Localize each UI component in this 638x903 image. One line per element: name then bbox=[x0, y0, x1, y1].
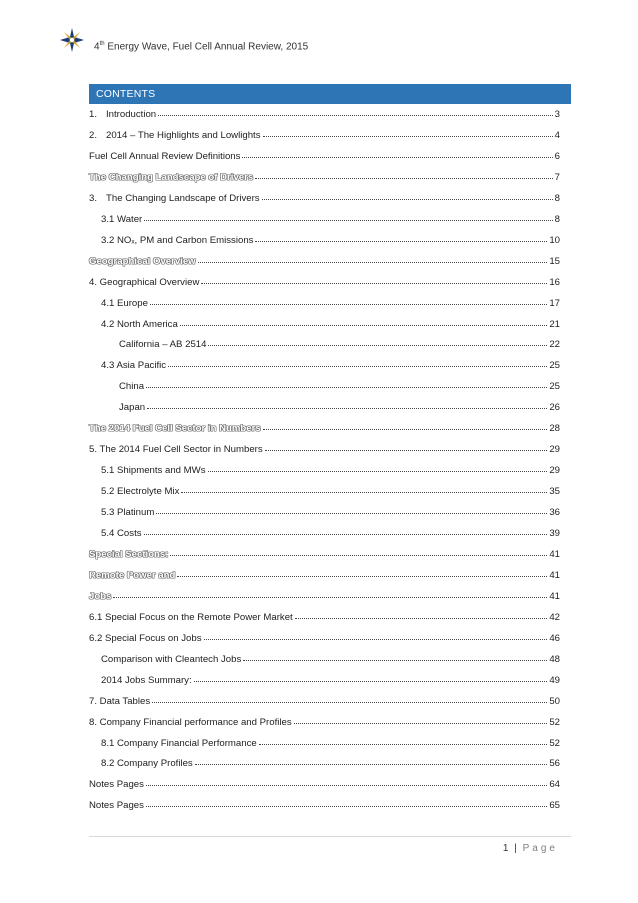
toc-entry-page: 41 bbox=[549, 548, 560, 560]
toc-entry-label: 5.3 Platinum bbox=[101, 507, 155, 519]
toc-entry-label: Japan bbox=[119, 402, 146, 414]
toc-entry-page: 50 bbox=[549, 695, 560, 707]
toc-entry-page: 52 bbox=[549, 716, 560, 728]
toc-dot-leader bbox=[146, 379, 547, 388]
toc-entry[interactable] bbox=[89, 318, 560, 332]
toc-entry-page: 21 bbox=[549, 318, 560, 330]
toc-dot-leader bbox=[262, 191, 553, 200]
toc-entry-page: 16 bbox=[549, 276, 560, 288]
toc-entry-page: 22 bbox=[549, 339, 560, 351]
toc-entry-label: Comparison with Cleantech Jobs bbox=[101, 653, 242, 665]
toc-entry-page: 48 bbox=[549, 653, 560, 665]
toc-entry[interactable] bbox=[89, 108, 560, 122]
toc-dot-leader bbox=[144, 212, 552, 221]
toc-dot-leader bbox=[242, 149, 552, 158]
toc-entry-label: 4.3 Asia Pacific bbox=[101, 360, 167, 372]
toc-dot-leader bbox=[144, 526, 548, 535]
toc-entry-page: 64 bbox=[549, 779, 560, 791]
toc-entry-page: 4 bbox=[554, 129, 560, 141]
toc-dot-leader bbox=[147, 400, 547, 409]
toc-entry-label: 8.2 Company Profiles bbox=[101, 758, 193, 770]
toc-entry-label: 3.1 Water bbox=[101, 213, 143, 225]
toc-dot-leader bbox=[294, 715, 548, 724]
toc-entry[interactable] bbox=[89, 171, 560, 185]
toc-entry-page: 29 bbox=[549, 465, 560, 477]
toc-entry-label: 5.4 Costs bbox=[101, 528, 142, 539]
toc-entry-label: Introduction bbox=[106, 109, 157, 120]
toc-dot-leader bbox=[146, 798, 547, 807]
toc-entry[interactable] bbox=[89, 778, 560, 792]
toc-entry-number: 2. bbox=[89, 129, 98, 141]
toc-entry-page: 39 bbox=[549, 528, 560, 539]
toc-entry-page: 41 bbox=[549, 590, 560, 602]
toc-entry-label: 6.1 Special Focus on the Remote Power Market bbox=[89, 611, 293, 623]
toc-dot-leader bbox=[263, 128, 553, 137]
toc-dot-leader bbox=[168, 358, 547, 367]
toc-dot-leader bbox=[198, 254, 548, 263]
toc-dot-leader bbox=[204, 631, 548, 640]
toc-entry-label: The 2014 Fuel Cell Sector in Numbers bbox=[89, 423, 261, 435]
toc-entry-page: 29 bbox=[549, 444, 560, 456]
toc-entry[interactable] bbox=[89, 506, 560, 520]
toc-dot-leader bbox=[201, 275, 547, 284]
toc-entry[interactable] bbox=[89, 338, 560, 352]
toc-dot-leader bbox=[181, 484, 547, 493]
toc-entry-label: Notes Pages bbox=[89, 800, 144, 812]
page-footer bbox=[503, 843, 558, 854]
toc-entry-page: 65 bbox=[549, 800, 560, 812]
toc-entry[interactable] bbox=[89, 737, 560, 751]
toc-dot-leader bbox=[265, 442, 548, 451]
toc-entry[interactable] bbox=[89, 422, 560, 436]
toc-entry-label: 2014 – The Highlights and Lowlights bbox=[106, 129, 261, 141]
toc-dot-leader bbox=[158, 107, 553, 116]
toc-entry-label: 5. The 2014 Fuel Cell Sector in Numbers bbox=[89, 444, 263, 456]
toc-entry[interactable] bbox=[89, 464, 560, 478]
toc-dot-leader bbox=[243, 652, 547, 661]
toc-entry-label: 4.1 Europe bbox=[101, 297, 148, 309]
toc-entry[interactable] bbox=[89, 276, 560, 290]
document-title: 4th Energy Wave, Fuel Cell Annual Review, 2015 bbox=[94, 41, 309, 53]
toc-entry-label: Notes Pages bbox=[89, 779, 144, 791]
toc-dot-leader bbox=[180, 317, 548, 326]
toc-entry-page: 42 bbox=[549, 611, 560, 623]
page-number: 1 bbox=[502, 843, 510, 854]
toc-entry-label: The Changing Landscape of Drivers bbox=[89, 171, 254, 183]
toc-entry-page: 8 bbox=[554, 192, 560, 204]
toc-entry-label: 6.2 Special Focus on Jobs bbox=[89, 632, 202, 644]
star-compass-icon bbox=[60, 28, 84, 52]
toc-entry-label: 4.2 North America bbox=[101, 318, 178, 330]
toc-entry[interactable] bbox=[89, 716, 560, 730]
toc-dot-leader bbox=[259, 736, 548, 745]
toc-entry[interactable] bbox=[89, 297, 560, 311]
toc-entry-page: 3 bbox=[554, 109, 560, 120]
toc-dot-leader bbox=[152, 694, 547, 703]
toc-entry-label: 5.1 Shipments and MWs bbox=[101, 465, 206, 477]
toc-entry[interactable] bbox=[89, 799, 560, 813]
toc-entry[interactable] bbox=[89, 569, 560, 583]
toc-dot-leader bbox=[208, 337, 547, 346]
toc-dot-leader bbox=[170, 547, 547, 556]
toc-entry[interactable] bbox=[89, 674, 560, 688]
page-header bbox=[60, 28, 580, 68]
toc-entry-label: The Changing Landscape of Drivers bbox=[106, 192, 260, 204]
toc-entry-number: 3. bbox=[89, 192, 98, 204]
toc-entry[interactable] bbox=[89, 695, 560, 709]
toc-entry-page: 36 bbox=[549, 507, 560, 519]
footer-divider bbox=[89, 836, 571, 837]
toc-entry-label: 2014 Jobs Summary: bbox=[101, 674, 192, 686]
toc-entry[interactable] bbox=[89, 443, 560, 457]
toc-entry[interactable] bbox=[89, 255, 560, 269]
toc-entry-page: 35 bbox=[549, 486, 560, 498]
toc-entry[interactable] bbox=[89, 192, 560, 206]
toc-entry-label: 5.2 Electrolyte Mix bbox=[101, 486, 180, 498]
toc-entry[interactable] bbox=[89, 129, 560, 143]
toc-dot-leader bbox=[113, 589, 547, 598]
toc-dot-leader bbox=[156, 505, 547, 514]
toc-dot-leader bbox=[195, 756, 548, 765]
toc-entry[interactable] bbox=[89, 234, 560, 248]
toc-entry-label: Geographical Overview bbox=[89, 255, 196, 267]
toc-entry-label: California – AB 2514 bbox=[119, 339, 207, 351]
toc-dot-leader bbox=[208, 463, 548, 472]
toc-entry-label: China bbox=[119, 381, 145, 393]
toc-entry-label: Special Sections: bbox=[89, 548, 169, 560]
toc-entry-number: 1. bbox=[89, 109, 98, 120]
toc-dot-leader bbox=[150, 296, 547, 305]
toc-entry[interactable] bbox=[89, 213, 560, 227]
toc-entry[interactable] bbox=[89, 611, 560, 625]
toc-entry[interactable] bbox=[89, 485, 560, 499]
toc-entry-page: 8 bbox=[554, 213, 560, 225]
toc-entry[interactable] bbox=[89, 380, 560, 394]
toc-entry[interactable] bbox=[89, 757, 560, 771]
page-word: Page bbox=[522, 843, 558, 854]
toc-entry-page: 26 bbox=[549, 402, 560, 414]
toc-entry[interactable] bbox=[89, 590, 560, 604]
toc-dot-leader bbox=[255, 233, 547, 242]
toc-entry-label: Remote Power and bbox=[89, 569, 176, 581]
toc-entry-page: 17 bbox=[549, 297, 560, 309]
toc-dot-leader bbox=[177, 568, 547, 577]
footer-separator: | bbox=[514, 843, 519, 854]
toc-dot-leader bbox=[194, 673, 548, 682]
toc-entry-page: 49 bbox=[549, 674, 560, 686]
toc-entry-page: 7 bbox=[554, 171, 560, 183]
toc-entry[interactable] bbox=[89, 401, 560, 415]
toc-entry-label: Fuel Cell Annual Review Definitions bbox=[89, 150, 241, 162]
toc-entry-page: 56 bbox=[549, 758, 560, 770]
toc-entry-label: Jobs bbox=[89, 590, 112, 602]
toc-entry-label: 8. Company Financial performance and Profiles bbox=[89, 716, 292, 728]
toc-entry-page: 6 bbox=[554, 150, 560, 162]
toc-entry[interactable] bbox=[89, 548, 560, 562]
toc-entry-page: 41 bbox=[549, 569, 560, 581]
toc-entry-page: 10 bbox=[549, 234, 560, 246]
contents-heading: CONTENTS bbox=[89, 84, 571, 104]
toc-entry-label: 4. Geographical Overview bbox=[89, 276, 200, 288]
toc-dot-leader bbox=[295, 610, 548, 619]
toc-entry-label: 7. Data Tables bbox=[89, 695, 151, 707]
toc-entry-page: 46 bbox=[549, 632, 560, 644]
toc-entry-page: 52 bbox=[549, 737, 560, 749]
toc-dot-leader bbox=[255, 170, 552, 179]
toc-entry[interactable] bbox=[89, 150, 560, 164]
toc-entry-page: 15 bbox=[549, 255, 560, 267]
toc-entry-page: 25 bbox=[549, 381, 560, 393]
toc-entry[interactable] bbox=[89, 527, 560, 541]
toc-entry-label: 8.1 Company Financial Performance bbox=[101, 737, 257, 749]
toc-dot-leader bbox=[263, 421, 548, 430]
toc-entry-page: 28 bbox=[549, 423, 560, 435]
toc-entry[interactable] bbox=[89, 359, 560, 373]
toc-dot-leader bbox=[146, 777, 547, 786]
toc-entry-label: 3.2 NOₓ, PM and Carbon Emissions bbox=[101, 234, 254, 246]
toc-entry[interactable] bbox=[89, 632, 560, 646]
toc-entry-page: 25 bbox=[549, 360, 560, 372]
toc-entry[interactable] bbox=[89, 653, 560, 667]
